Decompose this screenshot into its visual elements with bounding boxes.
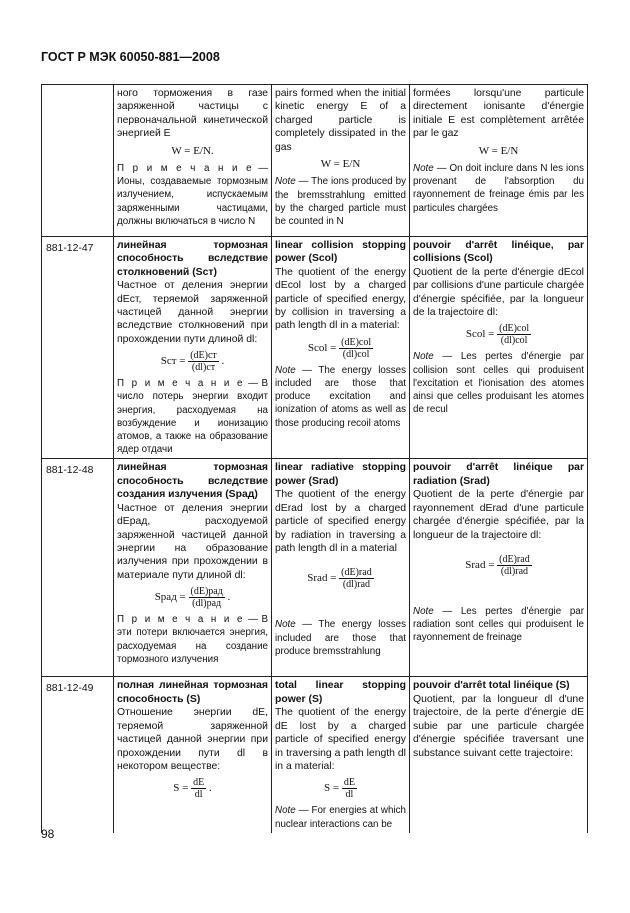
definition-text: The quotient of the energy dE lost by a charged particle of specified energy in traversing a path length dl in a material:: [275, 707, 406, 772]
note: [413, 350, 584, 416]
term: линейная тормозная способность вследствие создания излучения (Sрад): [117, 462, 268, 501]
formula: [117, 350, 268, 373]
note: [117, 613, 268, 666]
fraction-denominator: dl: [194, 789, 203, 801]
note-text: — Les pertes d'énergie par radiation sont celles qui produisent le rayonnement de freinage: [413, 605, 584, 644]
formula: [275, 337, 406, 360]
note-label: Note: [413, 351, 434, 363]
russian-definition: [114, 677, 272, 833]
entry-number: [42, 85, 114, 237]
note-label: Note: [413, 605, 434, 617]
formula: [275, 777, 406, 800]
note-text: — Ионы, создаваемые тормозным излучением, испускаемым заряженными частицами, должны включаться в число N: [117, 163, 268, 227]
formula-lhs: S =: [324, 782, 340, 795]
fraction: [339, 337, 373, 360]
fraction-denominator: (dl)rad: [500, 565, 529, 577]
document-header: ГОСТ Р МЭК 60050-881—2008: [41, 50, 220, 64]
definition-text: The quotient of the energy dErad lost by a charged particle of specified energy by radiation in traversing a path length dl in a material: [275, 489, 406, 554]
fraction-denominator: (dl)col: [500, 335, 528, 347]
fraction-numerator: (dE)col: [341, 336, 372, 348]
formula: W = E/N: [478, 144, 519, 157]
formula-tail: .: [208, 782, 212, 795]
table-row: [42, 85, 588, 237]
formula-lhs: Sрад =: [154, 591, 186, 604]
fraction-numerator: (dE)rad: [499, 553, 530, 565]
fraction: [189, 586, 225, 609]
formula-lhs: S =: [173, 782, 189, 795]
definition-text: Отношение энергии dE, теряемой заряженной частицей данной энергии при прохождении пути dl в некотором веществе:: [117, 707, 268, 772]
french-definition: [410, 237, 588, 459]
fraction: [497, 323, 531, 346]
formula-lhs: Sст =: [160, 355, 186, 368]
formula: [275, 567, 406, 590]
definition-text: formées lorsqu'une particule directement ionisante d'énergie initiale E est complètement arrêtée par le gaz: [413, 88, 584, 140]
formula-lhs: Srad =: [465, 558, 495, 571]
note-label: П р и м е ч а н и е: [117, 378, 245, 390]
page-number: 98: [41, 827, 55, 841]
fraction-numerator: (dE)col: [499, 323, 530, 335]
note-text: — The energy losses included are those that produce excitation and ionization of atoms as well as those producing recoil atoms: [275, 364, 406, 429]
english-definition: [272, 459, 410, 677]
definition-text: Частное от деления энергии dEст, теряемой заряженной частицей данной энергии вследствие столкновений при прохождении пути длиной dl:: [117, 280, 268, 345]
term: линейная тормозная способность вследствие столкновений (Sст): [117, 240, 268, 278]
note-text: — Les pertes d'énergie par collision sont celles qui produisent l'excitation et l'ionisation des atomes ainsi que celles produisant les atomes de recul: [413, 351, 584, 416]
fraction-numerator: (dE)rad: [341, 567, 372, 579]
formula: [117, 586, 268, 609]
fraction-numerator: (dE)рад: [190, 586, 223, 598]
note-label: Note: [413, 163, 434, 175]
note-text: — В число потерь энергии входит энергия, расходуемая на возбуждение и ионизацию атомов, а также на образование ядер отдачи: [117, 378, 268, 456]
fraction: [497, 554, 532, 577]
fraction: [339, 567, 374, 590]
note-text: — The ions produced by the bremsstrahlung emitted by the charged particle must be counted in N: [275, 176, 407, 228]
note: [275, 364, 406, 430]
formula: [413, 554, 584, 577]
note: [117, 377, 268, 456]
terms-table: [41, 84, 588, 833]
russian-definition: [114, 459, 272, 677]
definition-text: pairs formed when the initial kinetic energy E of a charged particle is completely dissipated in the gas: [275, 88, 406, 153]
french-definition: [410, 85, 588, 237]
note-label: Note: [275, 176, 296, 188]
note-label: Note: [275, 364, 296, 376]
entry-number: 881-12-48: [42, 459, 114, 677]
term: linear collision stopping power (Scol): [275, 240, 406, 265]
formula-lhs: Scol =: [465, 328, 495, 341]
term: linear radiative stopping power (Srad): [275, 462, 406, 487]
fraction-numerator: dE: [193, 777, 205, 789]
note-label: Note: [275, 619, 296, 631]
term: pouvoir d'arrêt total linéique (S): [413, 680, 570, 692]
english-definition: [272, 85, 410, 237]
english-definition: [272, 677, 410, 833]
fraction-numerator: dE: [343, 777, 355, 789]
fraction-numerator: (dE)ст: [190, 350, 217, 362]
fraction-denominator: (dl)ст: [191, 362, 216, 374]
note-text: — For energies at which nuclear interactions can be: [275, 805, 406, 830]
russian-definition: [114, 237, 272, 459]
note-text: — В эти потери включается энергия, расходуемая на создание тормозного излучения: [117, 614, 268, 665]
formula-lhs: Srad =: [307, 572, 337, 585]
formula-lhs: Scol =: [307, 341, 337, 354]
term: pouvoir d'arrêt linéique, par collisions (Scol): [413, 240, 584, 265]
formula: [413, 323, 584, 346]
term: полная линейная тормозная способность (S): [117, 680, 268, 705]
definition-text: The quotient of the energy dEcol lost by a charged particle of specified energy, by collision in traversing a path length dl in a material:: [275, 266, 406, 332]
formula-tail: .: [227, 591, 231, 604]
french-definition: [410, 677, 588, 833]
fraction: [191, 777, 206, 800]
english-definition: [272, 237, 410, 459]
formula-tail: .: [221, 355, 225, 368]
note-label: Note: [275, 805, 296, 817]
table-row: [42, 237, 588, 459]
definition-text: Quotient de la perte d'énergie par rayonnement dErad d'une particule chargée d'énergie spécifiée, par la longueur de la trajectoire dl:: [413, 489, 584, 541]
note: [413, 162, 584, 215]
note-label: П р и м е ч а н и е: [117, 614, 245, 626]
note: [275, 804, 406, 830]
definition-text: Quotient, par la longueur dl d'une trajectoire, de la perte d'énergie dE subie par une particule chargée d'énergie spécifiée traversant une substance suivant cette trajectoire:: [413, 693, 584, 759]
note: [117, 162, 268, 228]
note-text: — On doit inclure dans N les ions provenant de l'absorption du rayonnement de freinage émis par les particules chargées: [413, 163, 584, 214]
formula: W = E/N: [320, 158, 361, 171]
fraction: [342, 777, 357, 800]
definition-text: Частное от деления энергии dEрад, расходуемой заряженной частицей данной энергии на образование излучения при прохождении в материале пути длиной dl:: [117, 502, 268, 581]
formula: [117, 777, 268, 800]
table-row: [42, 677, 588, 833]
note: [413, 605, 584, 645]
table-row: [42, 459, 588, 677]
formula: W = E/N.: [171, 144, 214, 157]
note-label: П р и м е ч а н и е: [117, 163, 254, 175]
fraction-denominator: dl: [345, 789, 354, 801]
entry-number: 881-12-47: [42, 237, 114, 459]
fraction-denominator: (dl)rad: [342, 579, 371, 591]
note-text: — The energy losses included are those that produce bremsstrahlung: [275, 619, 406, 657]
term: pouvoir d'arrêt linéique par radiation (Srad): [413, 462, 584, 487]
note: [275, 618, 406, 658]
entry-number: 881-12-49: [42, 677, 114, 833]
fraction: [188, 350, 219, 373]
definition-text: ного торможения в газе заряженной частицы с первоначальной кинетической энергией E: [117, 88, 268, 140]
russian-definition: [114, 85, 272, 237]
french-definition: [410, 459, 588, 677]
definition-text: Quotient de la perte d'énergie dEcol par collisions d'une particule chargée d'énergie spécifiée, par la longueur de la trajectoire dl:: [413, 266, 584, 319]
note: [275, 175, 406, 228]
fraction-denominator: (dl)col: [342, 348, 370, 360]
term: total linear stopping power (S): [275, 680, 406, 705]
fraction-denominator: (dl)рад: [192, 598, 222, 610]
